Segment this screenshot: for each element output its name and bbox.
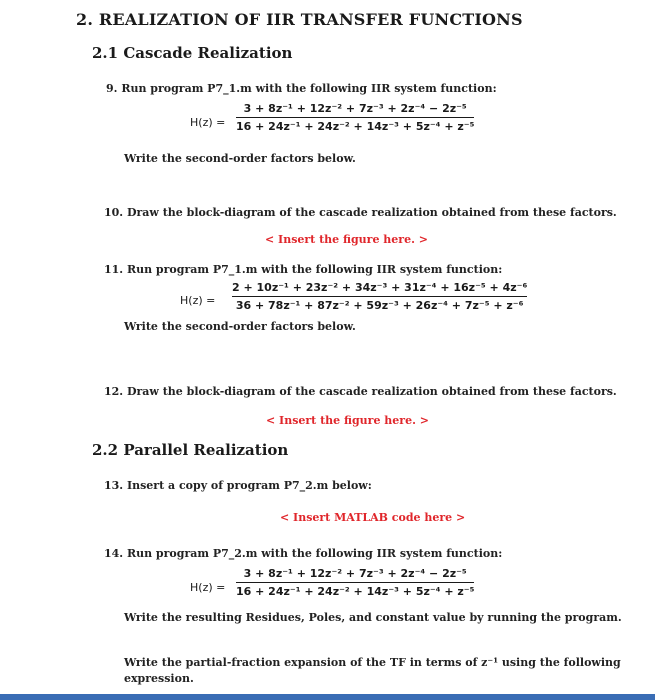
fraction-bar <box>232 296 527 297</box>
question-14-instruction: Write the resulting Residues, Poles, and constant value by running the program. <box>124 611 622 624</box>
question-11: 11. Run program P7_1.m with the following IIR system function: <box>104 263 503 276</box>
tf-denominator: 16 + 24z⁻¹ + 24z⁻² + 14z⁻³ + 5z⁻⁴ + z⁻⁵ <box>236 585 475 598</box>
hz-label-11: H(z) = <box>180 294 216 307</box>
fraction-bar <box>236 582 474 583</box>
section-heading-2-1: 2.1 Cascade Realization <box>92 44 293 62</box>
insert-code-placeholder-13: < Insert MATLAB code here > <box>280 511 466 524</box>
insert-figure-placeholder-10: < Insert the figure here. > <box>265 233 428 246</box>
partial-fraction-instruction-line1: Write the partial-fraction expansion of the TF in terms of z⁻¹ using the following <box>124 656 621 669</box>
tf-denominator: 36 + 78z⁻¹ + 87z⁻² + 59z⁻³ + 26z⁻⁴ + 7z⁻⁵ + z⁻⁶ <box>235 299 524 312</box>
tf-numerator: 3 + 8z⁻¹ + 12z⁻² + 7z⁻³ + 2z⁻⁴ − 2z⁻⁵ <box>243 102 467 115</box>
transfer-function-9 <box>236 102 474 133</box>
transfer-function-11 <box>232 281 527 312</box>
question-14: 14. Run program P7_2.m with the following IIR system function: <box>104 547 503 560</box>
question-11-instruction: Write the second-order factors below. <box>124 320 356 333</box>
tf-numerator: 2 + 10z⁻¹ + 23z⁻² + 34z⁻³ + 31z⁻⁴ + 16z⁻⁵ + 4z⁻⁶ <box>232 281 528 294</box>
question-9-instruction: Write the second-order factors below. <box>124 152 356 165</box>
question-9: 9. Run program P7_1.m with the following IIR system function: <box>106 82 497 95</box>
question-12: 12. Draw the block-diagram of the cascade realization obtained from these factors. <box>104 385 617 398</box>
transfer-function-14 <box>236 567 474 598</box>
tf-denominator: 16 + 24z⁻¹ + 24z⁻² + 14z⁻³ + 5z⁻⁴ + z⁻⁵ <box>236 120 475 133</box>
question-10: 10. Draw the block-diagram of the cascade realization obtained from these factors. <box>104 206 617 219</box>
fraction-bar <box>236 117 474 118</box>
tf-numerator: 3 + 8z⁻¹ + 12z⁻² + 7z⁻³ + 2z⁻⁴ − 2z⁻⁵ <box>243 567 467 580</box>
section-heading-2: 2. REALIZATION OF IIR TRANSFER FUNCTIONS <box>76 10 523 29</box>
bottom-accent-bar <box>0 694 655 700</box>
question-13: 13. Insert a copy of program P7_2.m below: <box>104 479 372 492</box>
section-heading-2-2: 2.2 Parallel Realization <box>92 441 289 459</box>
partial-fraction-instruction-line2: expression. <box>124 672 194 685</box>
hz-label-9: H(z) = <box>190 116 226 129</box>
insert-figure-placeholder-12: < Insert the figure here. > <box>266 414 429 427</box>
hz-label-14: H(z) = <box>190 581 226 594</box>
